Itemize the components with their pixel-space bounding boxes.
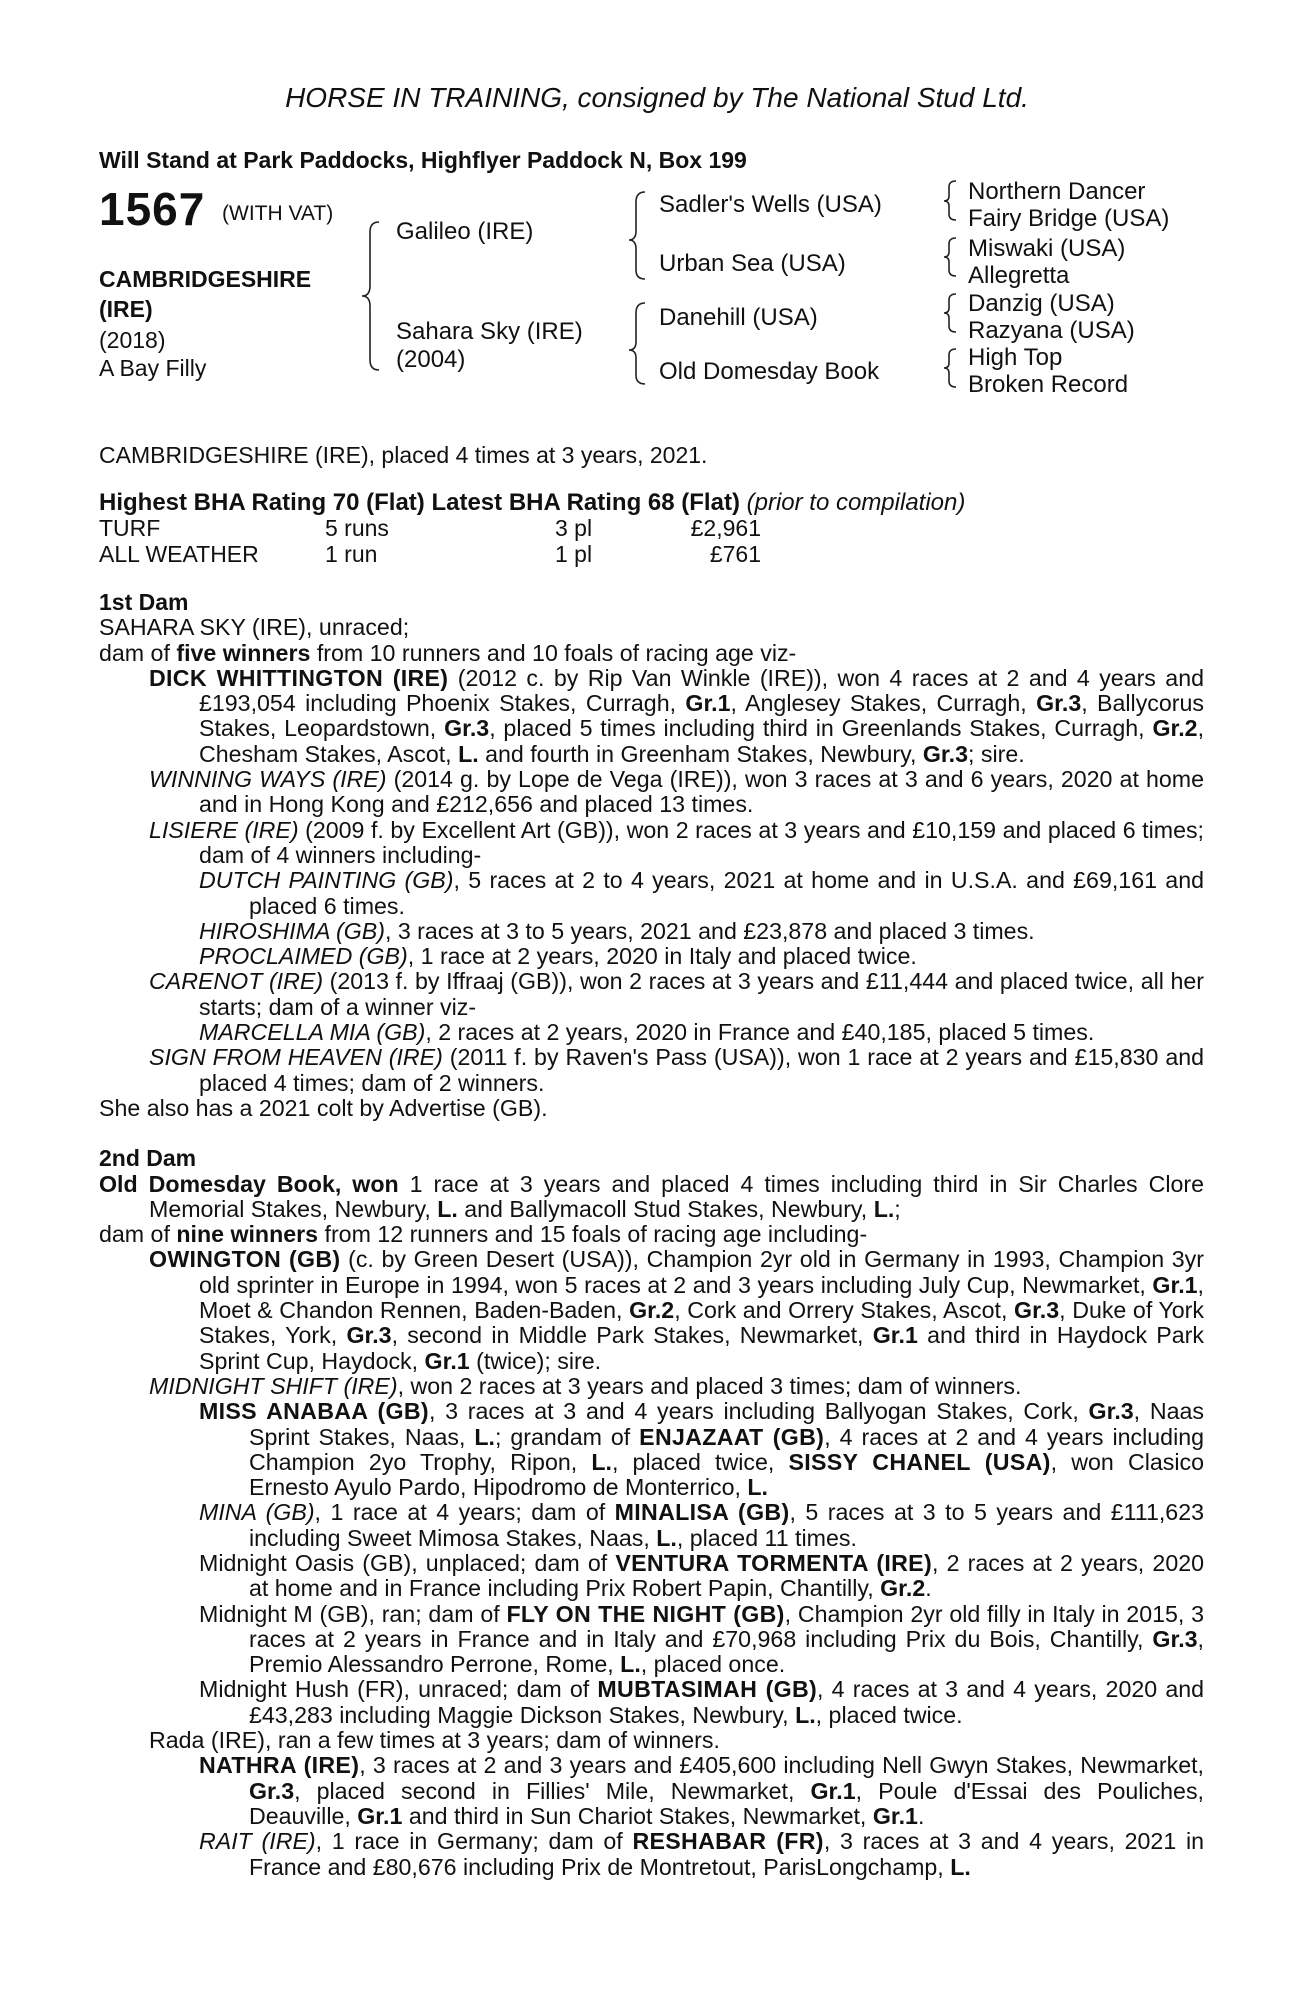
race-summary: CAMBRIDGESHIRE (IRE), placed 4 times at 3 years, 2021.: [99, 442, 708, 468]
pedigree-g2: Fairy Bridge (USA): [968, 205, 1170, 232]
rating-text: Highest BHA Rating 70 (Flat) Latest BHA Rating 68 (Flat): [99, 489, 740, 516]
bha-rating: [99, 489, 965, 517]
stats-turf-prize: £2,961: [690, 515, 761, 541]
pedigree-dam: Sahara Sky (IRE): [396, 318, 583, 345]
stats-turf-surface: TURF: [99, 515, 161, 541]
grand-progeny-entry: NATHRA (IRE), 3 races at 2 and 3 years and £405,600 including Nell Gwyn Stakes, Newmarket, Gr.3, placed second in Fillies' Mile, Newmarket, Gr.1, Poule d'Essai des Pouliches, Deauville, Gr.1 and third in Sun Chariot Stakes, Newmarket, Gr.1.: [199, 1752, 1204, 1829]
stats-aw-placed: 1 pl: [555, 541, 593, 567]
progeny-entry: CARENOT (IRE) (2013 f. by Iffraaj (GB)), won 2 races at 3 years and £11,444 and placed twice, all her starts; dam of a winner viz-: [149, 968, 1204, 1020]
page-title: HORSE IN TRAINING, consigned by The National Stud Ltd.: [285, 82, 1029, 113]
rating-note: (prior to compilation): [746, 489, 966, 516]
pedigree-dam-sire: Danehill (USA): [659, 304, 818, 331]
grand-progeny-entry: Midnight Oasis (GB), unplaced; dam of VENTURA TORMENTA (IRE), 2 races at 2 years, 2020 at home and in France including Prix Robert Papin, Chantilly, Gr.2.: [199, 1549, 1205, 1602]
pedigree-g6: Razyana (USA): [968, 317, 1135, 344]
second-dam-intro: Old Domesday Book, won 1 race at 3 years and placed 4 times including third in Sir Charles Clore Memorial Stakes, Newbury, L. and Ballymacoll Stud Stakes, Newbury, L.;: [99, 1170, 1204, 1222]
horse-name-line1: CAMBRIDGESHIRE: [99, 266, 312, 292]
second-dam-produce: dam of nine winners from 12 runners and 15 foals of racing age including-: [99, 1221, 868, 1248]
pedigree-sire: Galileo (IRE): [396, 218, 534, 245]
stats-aw-prize: £761: [709, 541, 761, 567]
first-dam-intro: SAHARA SKY (IRE), unraced;: [99, 614, 410, 641]
grand-progeny-entry: PROCLAIMED (GB), 1 race at 2 years, 2020 in Italy and placed twice.: [199, 943, 917, 970]
pedigree-sire-dam: Urban Sea (USA): [659, 250, 846, 277]
progeny-entry: LISIERE (IRE) (2009 f. by Excellent Art (GB)), won 2 races at 3 years and £10,159 and placed 6 times; dam of 4 winners including-: [149, 816, 1204, 868]
pedigree-g7: High Top: [968, 344, 1063, 371]
lot-number: 1567: [99, 183, 206, 235]
grand-progeny-entry: Midnight M (GB), ran; dam of FLY ON THE NIGHT (GB), Champion 2yr old filly in Italy in 2015, 3 races at 2 years in France and in Italy and £70,968 including Prix du Bois, Chantilly, Gr.3, Premio Alessandro Perrone, Rome, L., placed once.: [199, 1600, 1204, 1678]
progeny-entry: MIDNIGHT SHIFT (IRE), won 2 races at 3 years and placed 3 times; dam of winners.: [149, 1372, 1022, 1399]
grand-progeny-entry: RAIT (IRE), 1 race in Germany; dam of RESHABAR (FR), 3 races at 3 and 4 years, 2021 in France and £80,676 including Prix de Montretout, ParisLongchamp, L.: [199, 1828, 1204, 1880]
pedigree-g5: Danzig (USA): [968, 290, 1115, 317]
grand-progeny-entry: HIROSHIMA (GB), 3 races at 3 to 5 years, 2021 and £23,878 and placed 3 times.: [199, 917, 1035, 944]
grand-progeny-entry: MINA (GB), 1 race at 4 years; dam of MINALISA (GB), 5 races at 3 to 5 years and £111,623 including Sweet Mimosa Stakes, Naas, L., placed 11 times.: [199, 1499, 1204, 1551]
progeny-entry: SIGN FROM HEAVEN (IRE) (2011 f. by Raven's Pass (USA)), won 1 race at 2 years and £15,830 and placed 4 times; dam of 2 winners.: [149, 1044, 1205, 1096]
pedigree-dam-year: (2004): [396, 346, 466, 373]
progeny-entry: DICK WHITTINGTON (IRE) (2012 c. by Rip Van Winkle (IRE)), won 4 races at 2 and 4 years and £193,054 including Phoenix Stakes, Curragh, Gr.1, Anglesey Stakes, Curragh, Gr.3, Ballycorus Stakes, Leopardstown, Gr.3, placed 5 times including third in Greenlands Stakes, Curragh, Gr.2, Chesham Stakes, Ascot, L. and fourth in Greenham Stakes, Newbury, Gr.3; sire.: [149, 664, 1205, 767]
pedigree-g8: Broken Record: [968, 371, 1129, 398]
stats-turf-placed: 3 pl: [555, 515, 593, 541]
progeny-entry: Rada (IRE), ran a few times at 3 years; dam of winners.: [149, 1727, 720, 1754]
progeny-entry: WINNING WAYS (IRE) (2014 g. by Lope de Vega (IRE)), won 3 races at 3 and 6 years, 2020 at home and in Hong Kong and £212,656 and placed 13 times.: [149, 766, 1205, 818]
grand-progeny-entry: DUTCH PAINTING (GB), 5 races at 2 to 4 years, 2021 at home and in U.S.A. and £69,161 and placed 6 times.: [199, 867, 1204, 919]
horse-year: (2018): [99, 327, 166, 353]
grand-progeny-entry: MARCELLA MIA (GB), 2 races at 2 years, 2020 in France and £40,185, placed 5 times.: [199, 1019, 1095, 1046]
first-dam-produce: dam of five winners from 10 runners and 10 foals of racing age viz-: [99, 639, 797, 666]
pedigree-sire-sire: Sadler's Wells (USA): [659, 191, 882, 218]
grand-progeny-entry: Midnight Hush (FR), unraced; dam of MUBTASIMAH (GB), 4 races at 3 and 4 years, 2020 and £43,283 including Maggie Dickson Stakes, Newbury, L., placed twice.: [199, 1676, 1205, 1728]
pedigree-g4: Allegretta: [968, 262, 1070, 289]
grand-progeny-entry: MISS ANABAA (GB), 3 races at 3 and 4 years including Ballyogan Stakes, Cork, Gr.3, Naas Sprint Stakes, Naas, L.; grandam of ENJAZAAT (GB), 4 races at 2 and 4 years including Champion 2yo Trophy, Ripon, L., placed twice, SISSY CHANEL (USA), won Clasico Ernesto Ayulo Pardo, Hipodromo de Monterrico, L.: [199, 1398, 1205, 1501]
pedigree-g3: Miswaki (USA): [968, 235, 1126, 262]
stats-aw-runs: 1 run: [325, 541, 378, 567]
stand-location: Will Stand at Park Paddocks, Highflyer Paddock N, Box 199: [99, 147, 747, 173]
first-dam-note: She also has a 2021 colt by Advertise (GB).: [99, 1094, 548, 1121]
pedigree-g1: Northern Dancer: [968, 178, 1146, 205]
first-dam-heading: 1st Dam: [99, 589, 189, 615]
second-dam-heading: 2nd Dam: [99, 1145, 197, 1172]
horse-name-line2: (IRE): [99, 296, 153, 322]
stats-aw-surface: ALL WEATHER: [99, 541, 259, 567]
vat-note: (WITH VAT): [222, 202, 334, 225]
progeny-entry: OWINGTON (GB) (c. by Green Desert (USA)), Champion 2yr old in Germany in 1993, Champion 3yr old sprinter in Europe in 1994, won 5 races at 2 and 3 years including July Cup, Newmarket, Gr.1, Moet & Chandon Rennen, Baden-Baden, Gr.2, Cork and Orrery Stakes, Ascot, Gr.3, Duke of York Stakes, York, Gr.3, second in Middle Park Stakes, Newmarket, Gr.1 and third in Haydock Park Sprint Cup, Haydock, Gr.1 (twice); sire.: [149, 1246, 1204, 1374]
horse-description: A Bay Filly: [99, 355, 207, 381]
produce-record: [99, 590, 1204, 1880]
pedigree-dam-dam: Old Domesday Book: [659, 358, 880, 385]
stats-turf-runs: 5 runs: [325, 515, 389, 541]
